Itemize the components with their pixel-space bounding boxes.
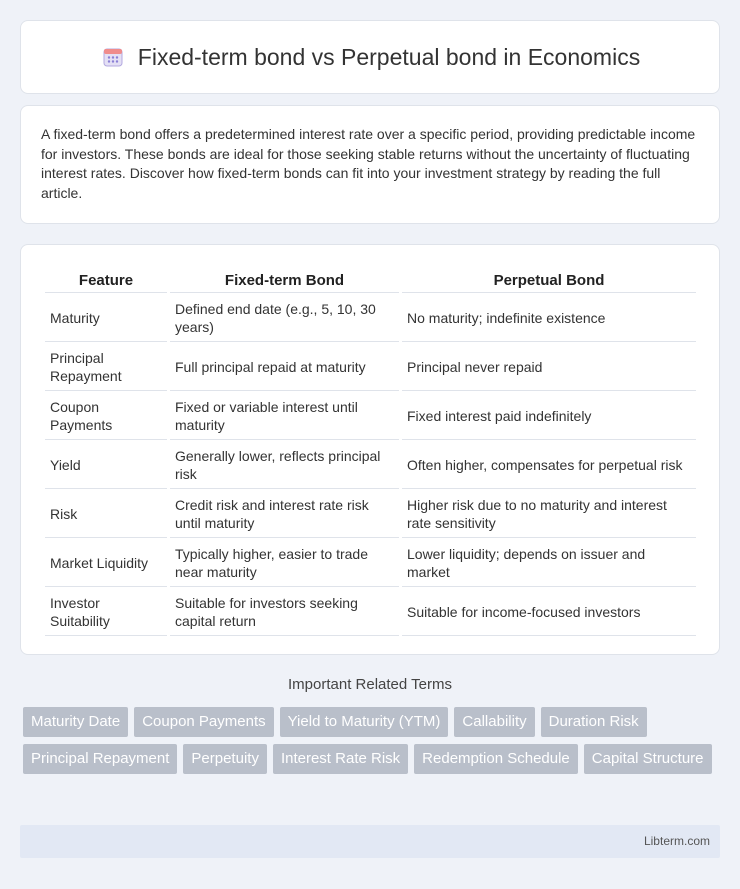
intro-text: A fixed-term bond offers a predetermined interest rate over a specific period, providing predictable income for investors. These bonds are ideal for those seeking stable returns without the uncertainty of fluctuating interest rates. Discover how fixed-term bonds can fit into your investment strategy by reading the full article.	[41, 126, 696, 201]
table-cell: Credit risk and interest rate risk until maturity	[170, 491, 399, 538]
related-term-tag[interactable]: Redemption Schedule	[414, 744, 578, 774]
comparison-table	[42, 263, 699, 638]
table-cell: Coupon Payments	[45, 393, 167, 440]
table-row	[45, 589, 696, 636]
table-row	[45, 491, 696, 538]
column-header: Perpetual Bond	[402, 265, 696, 293]
table-cell: Fixed or variable interest until maturity	[170, 393, 399, 440]
page-title: Fixed-term bond vs Perpetual bond in Economics	[137, 43, 641, 70]
related-term-tag[interactable]: Callability	[454, 707, 534, 737]
related-term-tag[interactable]: Yield to Maturity (YTM)	[280, 707, 449, 737]
footer	[20, 825, 720, 858]
related-term-tag[interactable]: Duration Risk	[541, 707, 647, 737]
calendar-icon	[100, 44, 126, 70]
title-card	[20, 20, 720, 94]
column-header: Feature	[45, 265, 167, 293]
table-row	[45, 393, 696, 440]
table-cell: Suitable for income-focused investors	[402, 589, 696, 636]
table-cell: Typically higher, easier to trade near maturity	[170, 540, 399, 587]
table-cell: Often higher, compensates for perpetual risk	[402, 442, 696, 489]
table-row	[45, 344, 696, 391]
related-term-tag[interactable]: Principal Repayment	[23, 744, 177, 774]
table-cell: Yield	[45, 442, 167, 489]
table-row	[45, 442, 696, 489]
column-header: Fixed-term Bond	[170, 265, 399, 293]
table-cell: Principal Repayment	[45, 344, 167, 391]
table-header-row	[45, 265, 696, 293]
table-cell: Suitable for investors seeking capital return	[170, 589, 399, 636]
footer-site-link[interactable]: Libterm.com	[643, 834, 710, 848]
table-cell: Maturity	[45, 295, 167, 342]
table-cell: Fixed interest paid indefinitely	[402, 393, 696, 440]
related-term-tag[interactable]: Capital Structure	[584, 744, 712, 774]
intro-card	[20, 105, 720, 224]
table-cell: Principal never repaid	[402, 344, 696, 391]
table-cell: Higher risk due to no maturity and interest rate sensitivity	[402, 491, 696, 538]
related-terms-list	[23, 707, 723, 781]
table-cell: Full principal repaid at maturity	[170, 344, 399, 391]
related-terms-title: Important Related Terms	[288, 676, 452, 693]
table-row	[45, 540, 696, 587]
table-cell: Investor Suitability	[45, 589, 167, 636]
table-cell: Risk	[45, 491, 167, 538]
table-row	[45, 295, 696, 342]
related-term-tag[interactable]: Interest Rate Risk	[273, 744, 408, 774]
table-cell: Generally lower, reflects principal risk	[170, 442, 399, 489]
related-term-tag[interactable]: Perpetuity	[183, 744, 267, 774]
table-cell: Lower liquidity; depends on issuer and market	[402, 540, 696, 587]
related-term-tag[interactable]: Maturity Date	[23, 707, 128, 737]
table-cell: Market Liquidity	[45, 540, 167, 587]
related-term-tag[interactable]: Coupon Payments	[134, 707, 273, 737]
comparison-table-card	[20, 244, 720, 655]
table-cell: No maturity; indefinite existence	[402, 295, 696, 342]
table-cell: Defined end date (e.g., 5, 10, 30 years)	[170, 295, 399, 342]
